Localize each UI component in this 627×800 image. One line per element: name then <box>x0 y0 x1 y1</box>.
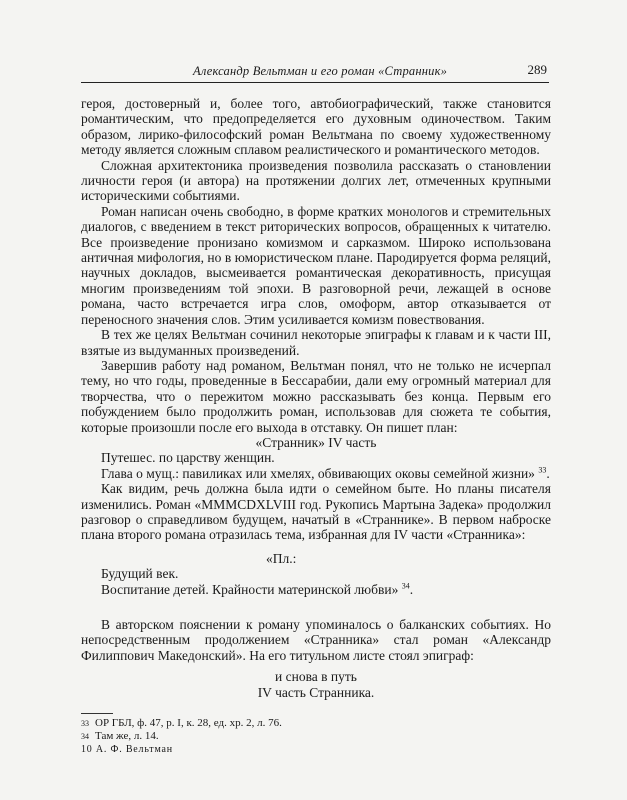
paragraph-4: В тех же целях Вельтман сочинил некоторые эпиграфы к главам и к части III, взятые из выдуманных произведений. <box>81 327 551 358</box>
paragraph-7: В авторском пояснении к роману упоминалось о балканских событиях. Но непосредственным продолжением «Странника» стал роман «Александр Филиппович Македонский». На его титульном листе стоял эпиграф: <box>81 617 551 663</box>
footnote-ref-33: 33 <box>538 465 547 475</box>
page-number: 289 <box>527 62 547 77</box>
epigraph-line-2: IV часть Странника. <box>257 684 375 700</box>
footnote-text: Там же, л. 14. <box>95 730 159 742</box>
footnote-33 <box>81 717 551 730</box>
plan-line-2-text: Глава о мущ.: павиликах или хмелях, обвивающих оковы семейной жизни» <box>101 465 535 481</box>
paragraph-3: Роман написан очень свободно, в форме кратких монологов и стремительных диалогов, с введением в текст риторических вопросов, обращенных к читателю. Все произведение пронизано комизмом и сарказмом. Широко использована античная мифология, но в юмористическом плане. Пародируется форма реляций, научных докладов, высмеивается романтическая декоративность, присущая многим произведениям той эпохи. В разговорной речи, лежащей в основе романа, часто встречается игра слов, омоформ, автор отказывается от переносного значения слов. Этим усиливается комизм повествования. <box>81 203 551 327</box>
paragraph-5: Завершив работу над романом, Вельтман понял, что не только не исчерпал тему, но что годы, проведенные в Бессарабии, дали ему огромный материал для творчества, что о пережитом можно рассказывать без конца. Первым его побуждением было продолжить роман, использовав для сюжета те события, которые произошли после его выхода в отставку. Он пишет план: <box>81 357 551 435</box>
quote-line-2: Воспитание детей. Крайности материнской любви» $^{34}$. <box>101 581 414 597</box>
footnote-rule <box>81 713 113 714</box>
plan-title: «Странник» IV часть <box>255 434 377 450</box>
quote-open: «Пл.: <box>266 550 297 566</box>
footnote-ref-34: 34 <box>401 581 410 591</box>
footnotes <box>81 713 551 743</box>
footnote-text: ОР ГБЛ, ф. 47, р. I, к. 28, ед. хр. 2, л. 76. <box>95 717 282 729</box>
footnote-number: 34 <box>81 732 89 741</box>
quote-block <box>81 566 551 597</box>
footnote-34 <box>81 730 551 743</box>
paragraph-2: Сложная архитектоника произведения позволила рассказать о становлении личности героя (и автора) на протяжении долгих лет, отмеченных крупными историческими событиями. <box>81 157 551 204</box>
printer-signature: 10 А. Ф. Вельтман <box>81 744 173 755</box>
paragraph-6: Как видим, речь должна была идти о семейном быте. Но планы писателя изменились. Роман «MMMCDXLVIII год. Рукопись Мартына Задека» продолжил разговор о справедливом будущем, начатый в «Страннике». В первом наброске плана второго романа отразилась тема, избранная для IV части «Странника»: <box>81 481 551 543</box>
plan-line-2: Глава о мущ.: павиликах или хмелях, обвивающих оковы семейной жизни» $^{33}$. <box>101 465 550 481</box>
epigraph-line-1: и снова в путь <box>275 669 357 685</box>
quote-line-1: Будущий век. <box>101 566 179 582</box>
quote-line-2-text: Воспитание детей. Крайности материнской любви» <box>101 581 399 597</box>
footnote-number: 33 <box>81 719 89 728</box>
page-header <box>81 62 549 84</box>
paragraph-1: героя, достоверный и, более того, автобиографический, также становится романтическим, что предопределяется его духовным одиночеством. Таким образом, лирико-философский роман Вельтмана по своему художественному методу является сложным сплавом реалистического и романтического методов. <box>81 96 551 158</box>
plan-line-1: Путешес. по царству женщин. <box>101 450 275 466</box>
header-rule <box>81 82 549 83</box>
running-title: Александр Вельтман и его роман «Странник» <box>193 64 448 78</box>
main-text <box>81 96 551 700</box>
